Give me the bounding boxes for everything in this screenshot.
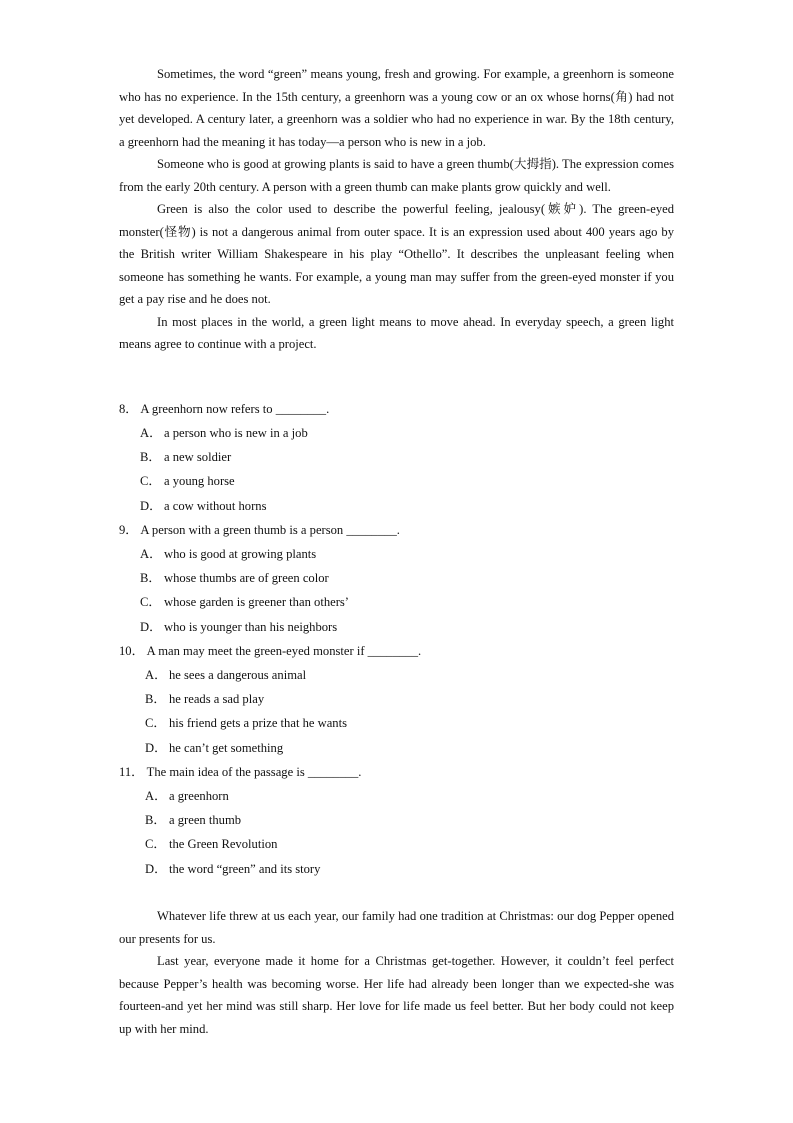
option-letter: D． [140,499,162,513]
option-letter: C． [145,716,166,730]
option-letter: C． [145,837,166,851]
option-text: a green thumb [169,813,242,827]
option-letter: A． [140,547,162,561]
option-text: he reads a sad play [169,692,265,706]
option-10c [145,712,347,734]
option-text: who is good at growing plants [164,547,317,561]
option-9d [140,616,337,638]
option-text: he can’t get something [169,741,284,755]
option-letter: A． [145,668,167,682]
option-text: whose garden is greener than others’ [164,595,349,609]
passage-paragraph: Sometimes, the word “green” means young, fresh and growing. For example, a greenhorn is someone who has no experience. In the 15th century, a greenhorn was a young cow or an ox whose horns(角) had not yet developed. A century later, a greenhorn was a soldier who had no experience in war. By the 18th century, a greenhorn had the meaning it has today—a person who is new in a job. [119,67,674,149]
option-10d [145,737,283,759]
option-8b [140,446,231,468]
option-letter: C． [140,474,161,488]
option-11b [145,809,241,831]
option-text: the word “green” and its story [169,862,321,876]
option-text: his friend gets a prize that he wants [169,716,348,730]
passage-paragraph: Green is also the color used to describe the powerful feeling, jealousy(嫉妒). The green-eyed monster(怪物) is not a dangerous animal from outer space. It is an expression used about 400 years ago by the British writer William Shakespeare in his play “Othello”. It describes the unpleasant feeling when someone has something he wants. For example, a young man may suffer from the green-eyed monster if you get a pay rise and he does not. [119,202,674,306]
option-letter: B． [140,571,161,585]
passage-one [119,63,674,356]
question-number: 10． [119,644,145,658]
option-11c [145,833,277,855]
option-text: he sees a dangerous animal [169,668,307,682]
option-text: who is younger than his neighbors [164,620,338,634]
question-9 [119,519,674,541]
question-11 [119,761,674,783]
question-10 [119,640,674,662]
passage-paragraph: Last year, everyone made it home for a Christmas get-together. However, it couldn’t feel perfect because Pepper’s health was becoming worse. Her life had already been longer than we expected-she was fourteen-and yet her mind was still sharp. Her love for life made us feel better. But her body could not keep up with her mind. [119,954,674,1036]
option-text: a cow without horns [164,499,267,513]
option-9b [140,567,329,589]
option-9c [140,591,349,613]
option-letter: B． [145,692,166,706]
passage-two [119,905,674,1040]
option-9a [140,543,316,565]
option-10b [145,688,264,710]
option-letter: A． [140,426,162,440]
option-text: a greenhorn [169,789,229,803]
question-stem: The main idea of the passage is ________. [146,765,362,779]
option-text: the Green Revolution [169,837,278,851]
option-11d [145,858,320,880]
option-letter: D． [140,620,162,634]
question-stem: A greenhorn now refers to ________. [140,402,330,416]
option-letter: D． [145,741,167,755]
option-11a [145,785,229,807]
question-stem: A man may meet the green-eyed monster if ________. [146,644,422,658]
question-number: 9． [119,523,138,537]
question-stem: A person with a green thumb is a person ________. [140,523,400,537]
option-letter: B． [145,813,166,827]
option-text: whose thumbs are of green color [164,571,329,585]
option-letter: A． [145,789,167,803]
question-8 [119,398,674,420]
option-10a [145,664,306,686]
option-text: a young horse [164,474,235,488]
option-letter: D． [145,862,167,876]
option-8c [140,470,235,492]
passage-paragraph: Someone who is good at growing plants is said to have a green thumb(大拇指). The expression comes from the early 20th century. A person with a green thumb can make plants grow quickly and well. [119,157,674,194]
option-8a [140,422,308,444]
passage-paragraph: Whatever life threw at us each year, our family had one tradition at Christmas: our dog Pepper opened our presents for us. [119,909,674,946]
option-letter: C． [140,595,161,609]
passage-paragraph: In most places in the world, a green light means to move ahead. In everyday speech, a green light means agree to continue with a project. [119,314,674,351]
option-8d [140,495,266,517]
option-text: a new soldier [164,450,232,464]
option-text: a person who is new in a job [164,426,308,440]
question-number: 8． [119,402,138,416]
option-letter: B． [140,450,161,464]
question-number: 11． [119,765,144,779]
